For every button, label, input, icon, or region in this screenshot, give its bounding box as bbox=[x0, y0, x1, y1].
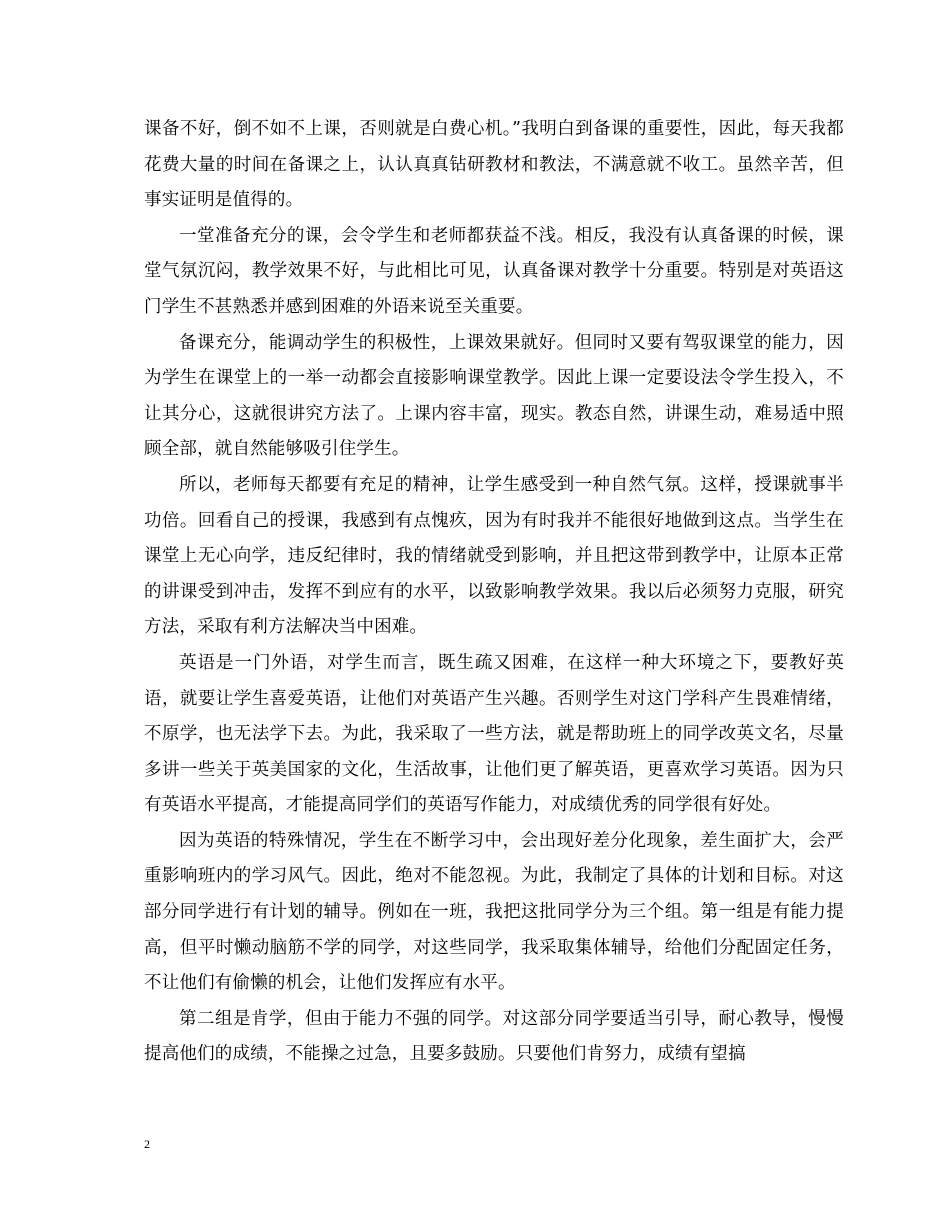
paragraph-6: 因为英语的特殊情况，学生在不断学习中，会出现好差分化现象，差生面扩大，会严重影响班内的学习风气。因此，绝对不能忽视。为此，我制定了具体的计划和目标。对这部分同学进行有计划的辅导。例如在一班，我把这批同学分为三个组。第一组是有能力提高，但平时懒动脑筋不学的同学，对这些同学，我采取集体辅导，给他们分配固定任务，不让他们有偷懒的机会，让他们发挥应有水平。 bbox=[144, 830, 844, 994]
paragraph-7: 第二组是肯学，但由于能力不强的同学。对这部分同学要适当引导，耐心教导，慢慢提高他们的成绩，不能操之过急，且要多鼓励。只要他们肯努力，成绩有望搞 bbox=[144, 1008, 844, 1065]
paragraph-2: 一堂准备充分的课，会令学生和老师都获益不浅。相反，我没有认真备课的时候，课堂气氛沉闷，教学效果不好，与此相比可见，认真备课对教学十分重要。特别是对英语这门学生不甚熟悉并感到困难的外语来说至关重要。 bbox=[144, 225, 844, 317]
page-number: 2 bbox=[144, 1137, 150, 1151]
paragraph-1: 课备不好，倒不如不上课，否则就是白费心机。”我明白到备课的重要性，因此，每天我都花费大量的时间在备课之上，认认真真钻研教材和教法，不满意就不收工。虽然辛苦，但事实证明是值得的。 bbox=[144, 119, 844, 211]
paragraph-4: 所以，老师每天都要有充足的精神，让学生感受到一种自然气氛。这样，授课就事半功倍。回看自己的授课，我感到有点愧疚，因为有时我并不能很好地做到这点。当学生在课堂上无心向学，违反纪律时，我的情绪就受到影响，并且把这带到教学中，让原本正常的讲课受到冲击，发挥不到应有的水平，以致影响教学效果。我以后必须努力克服，研究方法，采取有利方法解决当中困难。 bbox=[144, 474, 844, 638]
body-text bbox=[144, 112, 844, 1073]
paragraph-3: 备课充分，能调动学生的积极性，上课效果就好。但同时又要有驾驭课堂的能力，因为学生在课堂上的一举一动都会直接影响课堂教学。因此上课一定要设法令学生投入，不让其分心，这就很讲究方法了。上课内容丰富，现实。教态自然，讲课生动，难易适中照顾全部，就自然能够吸引住学生。 bbox=[144, 332, 844, 460]
paragraph-5: 英语是一门外语，对学生而言，既生疏又困难，在这样一种大环境之下，要教好英语，就要让学生喜爱英语，让他们对英语产生兴趣。否则学生对这门学科产生畏难情绪，不原学，也无法学下去。为此，我采取了一些方法，就是帮助班上的同学改英文名，尽量多讲一些关于英美国家的文化，生活故事，让他们更了解英语，更喜欢学习英语。因为只有英语水平提高，才能提高同学们的英语写作能力，对成绩优秀的同学很有好处。 bbox=[144, 652, 844, 816]
